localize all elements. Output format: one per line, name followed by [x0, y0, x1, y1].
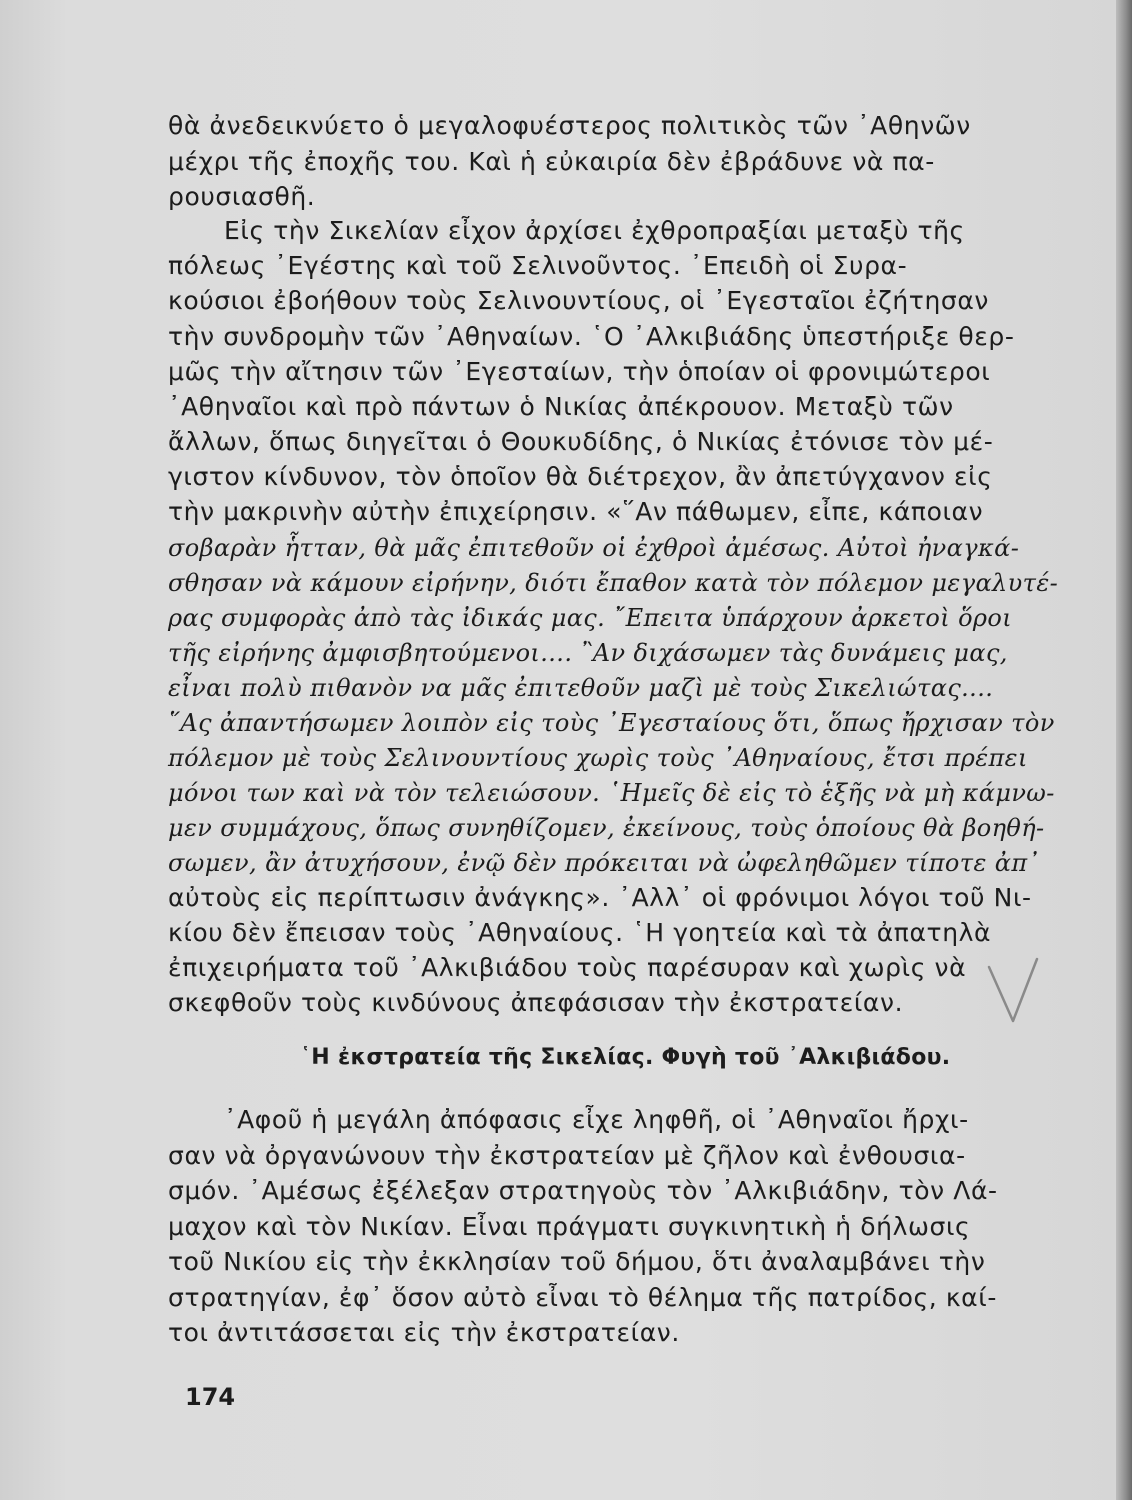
quote-line: σοβαρὰν ἧτταν, θὰ μᾶς ἐπιτεθοῦν οἱ ἐχθροὶ ἀμέσως. Αὐτοὶ ἠναγκά-	[168, 534, 1020, 562]
text-line: ἐπιχειρήματα τοῦ ᾿Αλκιβιάδου τοὺς παρέσυραν καὶ χωρὶς νὰ	[168, 953, 967, 982]
text-line: σκεφθοῦν τοὺς κινδύνους ἀπεφάσισαν τὴν ἐκστρατείαν.	[168, 988, 904, 1017]
text-line: ᾿Αφοῦ ἡ μεγάλη ἀπόφασις εἶχε ληφθῆ, οἱ ᾿Αθηναῖοι ἤρχι-	[224, 1105, 969, 1134]
page-number: 174	[185, 1383, 236, 1411]
text-line: στρατηγίαν, ἐφ᾿ ὅσον αὐτὸ εἶναι τὸ θέλημα τῆς πατρίδος, καί-	[168, 1283, 997, 1312]
quote-line: πόλεμον μὲ τοὺς Σελινουντίους χωρὶς τοὺς ᾿Αθηναίους, ἔτσι πρέπει	[168, 744, 1028, 772]
quote-line: μεν συμμάχους, ὅπως συνηθίζομεν, ἐκείνους, τοὺς ὁποίους θὰ βοηθή-	[168, 814, 1045, 842]
quote-line: τῆς εἰρήνης ἀμφισβητούμενοι.... ῍Αν διχάσωμεν τὰς δυνάμεις μας,	[168, 639, 1008, 667]
quote-line: ῞Ας ἀπαντήσωμεν λοιπὸν εἰς τοὺς ᾿Εγεσταίους ὅτι, ὅπως ἤρχισαν τὸν	[168, 709, 1055, 737]
text-line: τοι ἀντιτάσσεται εἰς τὴν ἐκστρατείαν.	[168, 1318, 680, 1347]
text-line: μαχον καὶ τὸν Νικίαν. Εἶναι πράγματι συγκινητικὴ ἡ δήλωσις	[168, 1212, 971, 1241]
quote-line: σθησαν νὰ κάμουν εἰρήνην, διότι ἔπαθον κατὰ τὸν πόλεμον μεγαλυτέ-	[168, 569, 1059, 597]
text-line: κίου δὲν ἔπεισαν τοὺς ᾿Αθηναίους. ῾Η γοητεία καὶ τὰ ἀπατηλὰ	[168, 918, 992, 947]
section-heading: ῾Η ἐκστρατεία τῆς Σικελίας. Φυγὴ τοῦ ᾿Αλκιβιάδου.	[300, 1045, 951, 1070]
text-line: τοῦ Νικίου εἰς τὴν ἐκκλησίαν τοῦ δήμου, ὅτι ἀναλαμβάνει τὴν	[168, 1247, 986, 1276]
text-line: ρουσιασθῆ.	[168, 182, 316, 211]
quote-line: εἶναι πολὺ πιθανὸν να μᾶς ἐπιτεθοῦν μαζὶ μὲ τοὺς Σικελιώτας....	[168, 674, 994, 702]
text-line: σαν νὰ ὀργανώνουν τὴν ἐκστρατείαν μὲ ζῆλον καὶ ἐνθουσια-	[168, 1141, 966, 1170]
text-line: σμόν. ᾿Αμέσως ἐξέλεξαν στρατηγοὺς τὸν ᾿Αλκιβιάδην, τὸν Λά-	[168, 1176, 998, 1205]
quote-line: σωμεν, ἂν ἀτυχήσουν, ἐνῷ δὲν πρόκειται νὰ ὠφεληθῶμεν τίποτε ἀπ᾿	[168, 849, 1040, 877]
text-line: ἄλλων, ὅπως διηγεῖται ὁ Θουκυδίδης, ὁ Νικίας ἐτόνισε τὸν μέ-	[168, 427, 994, 456]
page-binding-edge	[1116, 0, 1132, 1500]
text-line: τὴν συνδρομὴν τῶν ᾿Αθηναίων. ῾Ο ᾿Αλκιβιάδης ὑπεστήριξε θερ-	[168, 322, 1015, 351]
text-line: θὰ ἀνεδεικνύετο ὁ μεγαλοφυέστερος πολιτικὸς τῶν ᾿Αθηνῶν	[168, 111, 971, 140]
text-line: μέχρι τῆς ἐποχῆς του. Καὶ ἡ εὐκαιρία δὲν ἐβράδυνε νὰ πα-	[168, 147, 935, 176]
text-line: τὴν μακρινὴν αὐτὴν ἐπιχείρησιν. «῞Αν πάθωμεν, εἶπε, κάποιαν	[168, 497, 984, 526]
quote-line: ρας συμφορὰς ἀπὸ τὰς ἰδικάς μας. ῎Επειτα ὑπάρχουν ἀρκετοὶ ὅροι	[168, 604, 1013, 632]
text-line: πόλεως ᾿Εγέστης καὶ τοῦ Σελινοῦντος. ᾿Επειδὴ οἱ Συρα-	[168, 251, 908, 280]
text-line: αὐτοὺς εἰς περίπτωσιν ἀνάγκης». ᾿Αλλ᾿ οἱ φρόνιμοι λόγοι τοῦ Νι-	[168, 883, 1032, 912]
text-line: γιστον κίνδυνον, τὸν ὁποῖον θὰ διέτρεχον, ἂν ἀπετύγχανον εἰς	[168, 462, 993, 491]
text-line: κούσιοι ἐβοήθουν τοὺς Σελινουντίους, οἱ ᾿Εγεσταῖοι ἐζήτησαν	[168, 286, 989, 315]
text-line: ᾿Αθηναῖοι καὶ πρὸ πάντων ὁ Νικίας ἀπέκρουον. Μεταξὺ τῶν	[168, 392, 954, 421]
text-line: μῶς τὴν αἴτησιν τῶν ᾿Εγεσταίων, τὴν ὁποίαν οἱ φρονιμώτεροι	[168, 357, 991, 386]
quote-line: μόνοι των καὶ νὰ τὸν τελειώσουν. ῾Ημεῖς δὲ εἰς τὸ ἑξῆς νὰ μὴ κάμνω-	[168, 779, 1055, 807]
text-line: Εἰς τὴν Σικελίαν εἶχον ἀρχίσει ἐχθροπραξίαι μεταξὺ τῆς	[224, 216, 965, 245]
handwritten-check-icon	[985, 955, 1045, 1030]
